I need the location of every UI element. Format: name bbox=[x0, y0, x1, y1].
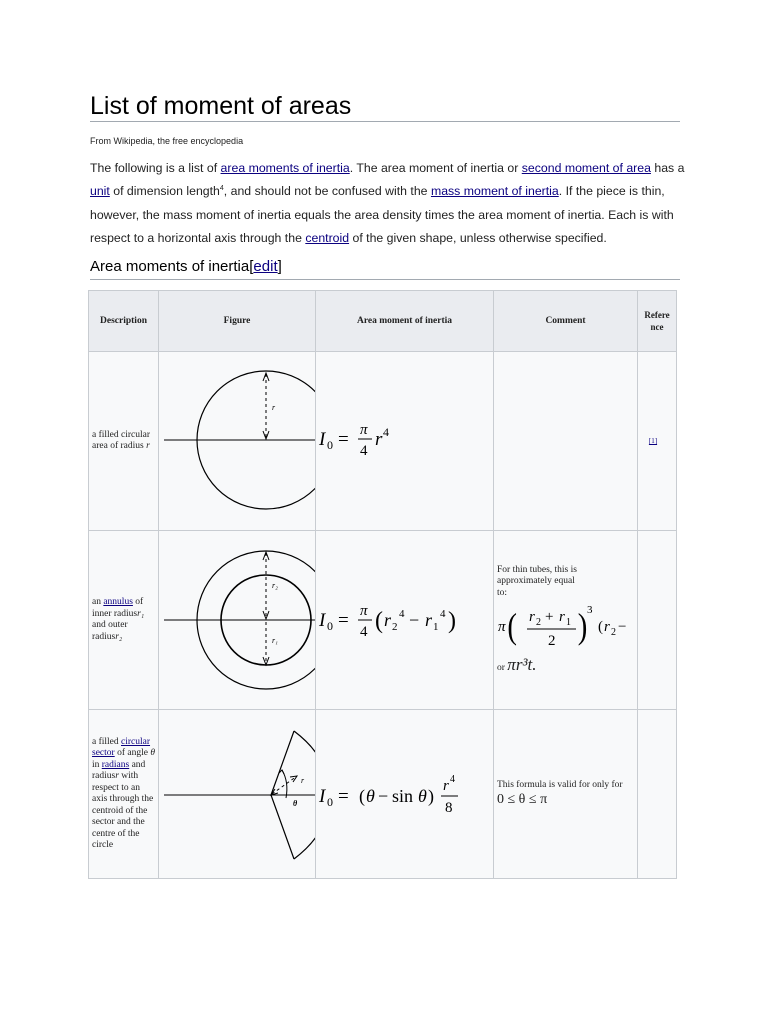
svg-text:I: I bbox=[319, 786, 326, 807]
section-heading bbox=[90, 258, 282, 275]
svg-text:): ) bbox=[428, 786, 434, 806]
svg-text:0: 0 bbox=[327, 795, 333, 809]
svg-text:8: 8 bbox=[445, 800, 453, 816]
row1-reference bbox=[638, 352, 677, 531]
svg-text:=: = bbox=[338, 786, 349, 807]
row1-figure-label: r bbox=[272, 403, 276, 412]
row2-description bbox=[89, 531, 159, 710]
intro-text-6: . If the piece is thin, however, the mass moment of inertia equals the area density times the area moment of inertia. Each is with respect to a horizontal axis through the bbox=[90, 184, 674, 245]
link-unit[interactable]: unit bbox=[90, 184, 110, 199]
edit-bracket-open: [ bbox=[249, 258, 254, 275]
header-reference[interactable]: Refere nce bbox=[638, 291, 677, 352]
row3-reference bbox=[638, 710, 677, 879]
link-annulus[interactable]: annulus bbox=[103, 597, 133, 607]
circular-sector-figure bbox=[159, 710, 316, 878]
row2-desc-text: an bbox=[92, 597, 104, 607]
row1-desc-text: a filled circular area of radius bbox=[92, 429, 151, 451]
row3-figure-label-r: r bbox=[301, 776, 305, 785]
row2-figure bbox=[159, 531, 316, 710]
svg-text:(: ( bbox=[598, 619, 603, 636]
svg-text:4: 4 bbox=[360, 443, 368, 459]
svg-text:r: r bbox=[375, 429, 383, 450]
row2-reference bbox=[638, 531, 677, 710]
svg-text:θ: θ bbox=[366, 786, 375, 806]
row1-comment bbox=[494, 352, 638, 531]
row3-figure bbox=[159, 710, 316, 879]
row2-figure-label-r2: r₂ bbox=[272, 581, 278, 590]
intro-text-2: . The area moment of inertia or bbox=[349, 161, 522, 175]
link-second-moment-of-area[interactable]: second moment of area bbox=[521, 161, 651, 175]
table-row bbox=[89, 352, 677, 531]
svg-text:I: I bbox=[319, 429, 326, 450]
row3-formula-svg bbox=[316, 710, 494, 878]
svg-text:−: − bbox=[618, 619, 627, 636]
svg-text:r: r bbox=[529, 609, 535, 626]
page-title: List of moment of areas bbox=[90, 92, 352, 120]
row3-figure-label-theta: θ bbox=[293, 799, 298, 808]
row3-formula bbox=[316, 710, 494, 879]
row1-figure bbox=[159, 352, 316, 531]
intro-text-7: of the given shape, unless otherwise specified. bbox=[349, 230, 607, 245]
svg-text:θ: θ bbox=[418, 786, 427, 806]
filled-circle-figure bbox=[159, 352, 316, 530]
svg-text:2: 2 bbox=[611, 627, 616, 639]
table-header-row bbox=[89, 291, 677, 352]
row2-comment-text: For thin tubes, this is approximately equal to: bbox=[497, 564, 577, 598]
edit-link[interactable]: edit bbox=[253, 258, 278, 275]
svg-text:4: 4 bbox=[399, 608, 405, 620]
row2-desc-r2: r₂ bbox=[115, 631, 123, 642]
intro-text-1: The following is a list of bbox=[90, 161, 221, 175]
svg-text:π: π bbox=[360, 603, 368, 619]
intro-text-5: , and should not be confused with the bbox=[223, 184, 431, 199]
link-centroid[interactable]: centroid bbox=[305, 230, 350, 245]
svg-text:4: 4 bbox=[450, 774, 455, 785]
intro-text-3: has a bbox=[650, 161, 685, 175]
row3-desc-text: a filled bbox=[92, 736, 122, 747]
intro-text-4: of dimension length bbox=[109, 184, 220, 199]
row3-comment-range: 0 ≤ θ ≤ π bbox=[497, 792, 548, 808]
svg-text:r: r bbox=[443, 778, 449, 794]
svg-text:0: 0 bbox=[327, 438, 333, 452]
svg-text:1: 1 bbox=[433, 621, 439, 633]
header-figure[interactable]: Figure bbox=[159, 291, 316, 352]
row2-formula-svg bbox=[316, 531, 494, 709]
svg-text:0: 0 bbox=[327, 619, 333, 633]
row3-description bbox=[89, 710, 159, 879]
intro-paragraph bbox=[90, 157, 685, 250]
row2-comment bbox=[494, 531, 638, 710]
svg-text:r: r bbox=[604, 619, 610, 636]
svg-text:): ) bbox=[577, 607, 588, 648]
annulus-figure bbox=[159, 531, 316, 709]
section-heading-text: Area moments of inertia bbox=[90, 258, 250, 275]
row2-desc-text-2: of inner radius bbox=[92, 597, 144, 619]
row2-figure-label-r1: r₁ bbox=[272, 636, 278, 645]
tagline: From Wikipedia, the free encyclopedia bbox=[90, 136, 244, 146]
title-divider bbox=[90, 121, 680, 122]
header-comment[interactable]: Comment bbox=[494, 291, 638, 352]
moment-of-inertia-table bbox=[88, 290, 677, 879]
svg-text:4: 4 bbox=[360, 624, 368, 640]
link-circular-sector[interactable]: circular sector bbox=[92, 736, 151, 758]
svg-text:2: 2 bbox=[536, 617, 541, 629]
table-row bbox=[89, 531, 677, 710]
svg-text:sin: sin bbox=[392, 786, 414, 806]
svg-text:π: π bbox=[360, 422, 368, 438]
svg-text:I: I bbox=[319, 610, 326, 631]
link-radians[interactable]: radians bbox=[101, 759, 130, 770]
svg-text:π: π bbox=[498, 619, 506, 636]
row1-desc-var: r bbox=[146, 441, 150, 451]
link-area-moments-of-inertia[interactable]: area moments of inertia bbox=[220, 161, 350, 175]
svg-text:(: ( bbox=[507, 607, 517, 648]
thin-tube-formula bbox=[497, 599, 638, 659]
row3-comment bbox=[494, 710, 638, 879]
svg-text:4: 4 bbox=[383, 425, 389, 439]
row2-desc-text-3: and outer radius bbox=[92, 620, 128, 642]
row2-comment-formula2: πr³t. bbox=[507, 655, 537, 675]
svg-text:r: r bbox=[559, 609, 565, 626]
svg-text:(: ( bbox=[375, 608, 383, 634]
svg-text:−: − bbox=[378, 786, 389, 806]
row1-reference-link[interactable]: [1] bbox=[648, 437, 658, 445]
svg-text:r: r bbox=[425, 610, 433, 630]
svg-text:1: 1 bbox=[566, 617, 571, 629]
row3-desc-r: r bbox=[115, 771, 119, 781]
svg-text:): ) bbox=[448, 608, 456, 634]
row3-desc-text-2: of angle bbox=[114, 748, 151, 758]
header-description[interactable]: Description bbox=[89, 291, 159, 352]
table-row bbox=[89, 710, 677, 879]
header-area-moment[interactable]: Area moment of inertia bbox=[316, 291, 494, 352]
row3-desc-text-4: and radius bbox=[92, 759, 146, 781]
section-divider bbox=[90, 279, 680, 280]
svg-text:−: − bbox=[409, 610, 420, 630]
row3-desc-theta: θ bbox=[150, 748, 155, 758]
row2-formula bbox=[316, 531, 494, 710]
row2-desc-r1: r₁ bbox=[137, 608, 145, 619]
row1-formula bbox=[316, 352, 494, 531]
svg-text:+: + bbox=[545, 609, 554, 626]
svg-text:(: ( bbox=[359, 786, 365, 806]
svg-text:2: 2 bbox=[392, 621, 398, 633]
link-mass-moment-of-inertia[interactable]: mass moment of inertia bbox=[430, 184, 559, 199]
row2-comment-alt bbox=[497, 655, 634, 675]
row1-formula-svg bbox=[316, 352, 494, 530]
svg-text:r: r bbox=[384, 610, 392, 630]
svg-text:3: 3 bbox=[587, 604, 593, 617]
svg-text:4: 4 bbox=[440, 608, 446, 620]
edit-bracket-close: ] bbox=[277, 258, 282, 275]
row2-comment-or: or bbox=[497, 663, 505, 674]
row1-description bbox=[89, 352, 159, 531]
row3-desc-text-5: with respect to an axis through the centroid of the sector and the centre of the circle bbox=[92, 771, 154, 850]
svg-text:2: 2 bbox=[548, 633, 556, 650]
row3-desc-text-3: in bbox=[92, 759, 102, 770]
svg-text:=: = bbox=[338, 610, 349, 631]
svg-text:=: = bbox=[338, 429, 349, 450]
row3-comment-text: This formula is valid for only for bbox=[497, 779, 623, 790]
intro-superscript: 4 bbox=[219, 185, 224, 193]
